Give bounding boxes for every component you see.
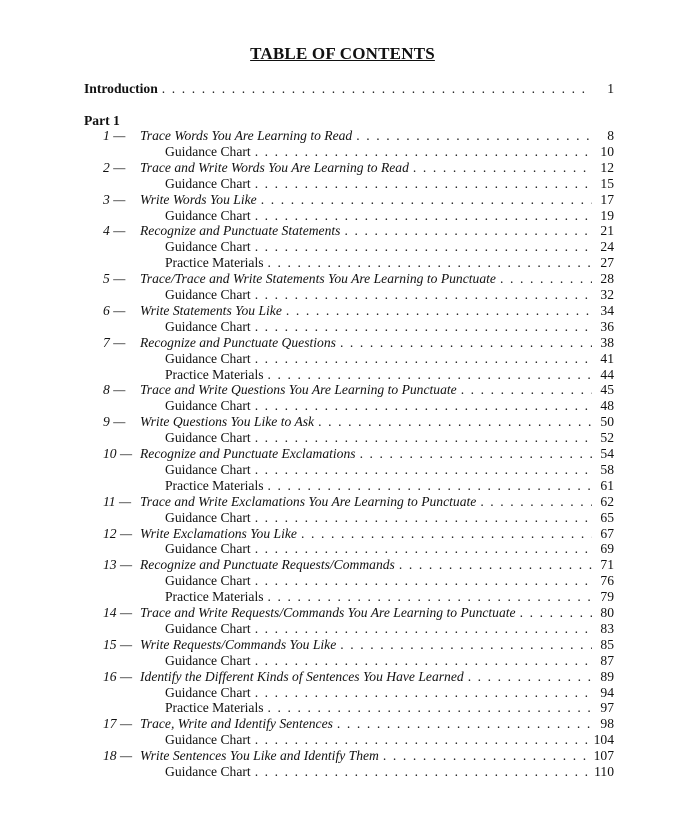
toc-entry-page: 62 [600,493,614,509]
toc-entry-title: Trace, Write and Identify Sentences [140,716,333,732]
dot-leader [255,430,592,446]
dot-leader [255,462,592,478]
toc-subentry-title: Practice Materials [165,255,264,271]
toc-subentry-title: Guidance Chart [165,764,251,779]
dot-leader [255,510,592,526]
dot-leader [268,589,592,605]
toc-subentry-page: 41 [600,350,614,366]
toc-subentry-page: 27 [600,255,614,271]
toc-entry-page: 17 [600,191,614,207]
toc-entry [140,414,614,430]
dot-leader [399,557,592,573]
toc-subentry-title: Guidance Chart [165,461,251,477]
toc-subentry [165,398,614,414]
toc-subentry [165,764,614,780]
toc-entry-title: Write Requests/Commands You Like [140,636,337,652]
toc-entry [140,223,614,239]
toc-entry [140,128,614,144]
dot-leader [255,573,592,589]
toc-subentry-title: Guidance Chart [165,239,251,255]
toc-subentry-title: Guidance Chart [165,684,251,700]
toc-entry-page: 34 [600,302,614,318]
toc-entry-title: Recognize and Punctuate Statements [140,223,341,239]
toc-subentry-title: Guidance Chart [165,207,251,223]
toc-entry-page: 67 [600,525,614,541]
toc-entry-page: 85 [600,636,614,652]
toc-entry [140,382,614,398]
dot-leader [337,716,592,732]
toc-entry [140,160,614,176]
dot-leader [360,446,592,462]
toc-subentry-page: 61 [600,477,614,493]
dot-leader [255,653,592,669]
toc-subentry [165,255,614,271]
toc-subentry [165,319,614,335]
toc-entry-page: 38 [600,334,614,350]
dot-leader [255,176,592,192]
dot-leader [255,319,592,335]
toc-entry-title: Identify the Different Kinds of Sentences You Have Learned [140,668,464,684]
dot-leader [255,287,592,303]
toc-entry-page: 8 [607,128,614,143]
toc-subentry [165,685,614,701]
toc-subentry [165,367,614,383]
dot-leader [162,81,592,97]
dot-leader [255,239,592,255]
toc-introduction [84,81,614,97]
toc-entry [140,303,614,319]
toc-subentry-page: 10 [600,143,614,159]
toc-subentry-title: Practice Materials [165,589,264,605]
toc-entry-title: Write Exclamations You Like [140,525,297,541]
toc-entry-page: 80 [600,605,614,620]
dot-leader [255,541,592,557]
toc-entry-page: 12 [600,159,614,175]
toc-subentry-title: Guidance Chart [165,398,251,414]
toc-subentry-title: Guidance Chart [165,732,251,748]
toc-entry-number: 1 — [103,128,126,143]
toc-entry-title: Trace and Write Exclamations You Are Learning to Punctuate [140,493,477,509]
toc-entry [140,716,614,732]
toc-entry [140,271,614,287]
toc-entry-number: 11 — [103,493,132,509]
toc-entry [140,748,614,764]
introduction-label: Introduction [84,81,158,96]
toc-entry [140,557,614,573]
dot-leader [301,526,592,542]
part-heading: Part 1 [84,113,120,128]
toc-subentry-page: 52 [600,430,614,446]
toc-entry-title: Recognize and Punctuate Questions [140,334,336,350]
dot-leader [340,335,592,351]
toc-entry-title: Recognize and Punctuate Exclamations [140,446,356,461]
dot-leader [268,478,592,494]
toc-subentry [165,351,614,367]
toc-subentry-page: 32 [600,287,614,302]
toc-entry-number: 9 — [103,414,126,430]
toc-subentry-page: 36 [600,318,614,334]
toc-entry-page: 98 [600,716,614,732]
toc-subentry [165,176,614,192]
dot-leader [255,351,592,367]
toc-entry-page: 107 [593,748,614,764]
toc-entry [140,669,614,685]
toc-subentry-page: 79 [600,589,614,605]
toc-subentry-title: Practice Materials [165,366,264,382]
dot-leader [261,192,592,208]
toc-subentry-title: Guidance Chart [165,350,251,366]
dot-leader [286,303,592,319]
toc-entry-title: Trace/Trace and Write Statements You Are Learning to Punctuate [140,271,496,287]
toc-subentry [165,541,614,557]
toc-entry [140,192,614,208]
dot-leader [356,128,592,144]
toc-subentry [165,573,614,589]
toc-entry-title: Write Statements You Like [140,302,282,318]
toc-subentry-title: Guidance Chart [165,573,251,589]
toc-entry-number: 2 — [103,159,126,175]
dot-leader [318,414,592,430]
toc-entry-number: 16 — [103,668,133,684]
toc-subentry [165,510,614,526]
toc-subentry-page: 83 [600,620,614,636]
dot-leader [255,732,590,748]
toc-entry-title: Trace Words You Are Learning to Read [140,128,353,143]
toc-subentry-title: Guidance Chart [165,509,251,525]
dot-leader [255,685,592,701]
toc-entry-title: Write Questions You Like to Ask [140,414,315,430]
dot-leader [255,208,592,224]
toc-subentry [165,621,614,637]
toc-entry-number: 12 — [103,525,133,541]
dot-leader [255,621,592,637]
toc-entry-number: 5 — [103,271,126,287]
toc-subentry-title: Guidance Chart [165,430,251,446]
toc-subentry [165,208,614,224]
toc-entry-title: Trace and Write Requests/Commands You Are Learning to Punctuate [140,605,516,620]
dot-leader [468,669,592,685]
toc-subentry-page: 104 [593,732,614,748]
toc-entry-title: Trace and Write Words You Are Learning to Read [140,159,409,175]
toc-entry-page: 71 [600,557,614,573]
dot-leader [344,223,592,239]
toc-subentry-page: 76 [600,573,614,589]
toc-subentry-title: Guidance Chart [165,175,251,191]
toc-subentry-title: Practice Materials [165,700,264,716]
toc-entry-number: 13 — [103,557,133,573]
dot-leader [413,160,592,176]
toc-subentry-page: 19 [600,207,614,223]
page-title: TABLE OF CONTENTS [250,44,435,63]
dot-leader [255,398,592,414]
toc-subentry [165,239,614,255]
toc-subentry-page: 24 [600,239,614,255]
toc-entry-title: Recognize and Punctuate Requests/Commands [140,557,395,573]
toc-entry-page: 28 [600,271,614,287]
toc-subentry-title: Guidance Chart [165,652,251,668]
toc-subentry-title: Guidance Chart [165,318,251,334]
toc-entry-title: Write Sentences You Like and Identify Them [140,748,379,764]
toc-entry-page: 45 [600,382,614,398]
toc-entry-number: 14 — [103,605,133,620]
dot-leader [461,382,592,398]
toc-entry-number: 8 — [103,382,126,398]
dot-leader [520,605,592,621]
toc-subentry-page: 94 [600,684,614,700]
toc-subentry-page: 87 [600,652,614,668]
toc-subentry [165,732,614,748]
toc-subentry-page: 58 [600,461,614,477]
toc-subentry [165,653,614,669]
toc-subentry [165,589,614,605]
toc-subentry-title: Guidance Chart [165,287,251,302]
toc-subentry-page: 69 [600,541,614,557]
toc-subentry-title: Guidance Chart [165,620,251,636]
toc-subentry [165,144,614,160]
toc-subentry [165,430,614,446]
dot-leader [268,255,592,271]
toc-subentry [165,287,614,303]
toc-subentry-title: Guidance Chart [165,541,251,557]
dot-leader [268,700,592,716]
toc-entry-number: 3 — [103,191,126,207]
toc-entry-page: 89 [600,668,614,684]
toc-subentry-page: 97 [600,700,614,716]
toc-entry-number: 17 — [103,716,133,732]
dot-leader [500,271,592,287]
toc-entry-page: 50 [600,414,614,430]
toc-subentry-page: 110 [594,764,614,779]
toc-subentry-page: 15 [600,175,614,191]
toc-entry-page: 21 [600,223,614,239]
dot-leader [255,144,592,160]
toc-entry [140,335,614,351]
dot-leader [268,367,592,383]
toc-entry-number: 6 — [103,302,126,318]
toc-subentry-page: 44 [600,366,614,382]
dot-leader [383,748,590,764]
toc-subentry-page: 65 [600,509,614,525]
toc-entry-title: Trace and Write Questions You Are Learning to Punctuate [140,382,457,398]
toc-entry [140,446,614,462]
toc-entry [140,494,614,510]
toc-entry-title: Write Words You Like [140,191,257,207]
toc-subentry [165,462,614,478]
dot-leader [340,637,592,653]
toc-entry-number: 15 — [103,636,133,652]
dot-leader [255,764,590,780]
toc-entry [140,526,614,542]
toc-entry [140,605,614,621]
toc-entry-number: 4 — [103,223,126,239]
toc-entry-number: 7 — [103,334,126,350]
toc-subentry-page: 48 [600,398,614,414]
dot-leader [480,494,592,510]
toc-entry-number: 10 — [103,446,133,461]
toc-subentry-title: Guidance Chart [165,143,251,159]
toc-entry [140,637,614,653]
toc-subentry [165,478,614,494]
toc-subentry [165,700,614,716]
introduction-page: 1 [607,81,614,96]
toc-subentry-title: Practice Materials [165,477,264,493]
toc-entry-page: 54 [600,446,614,461]
toc-entry-number: 18 — [103,748,133,764]
